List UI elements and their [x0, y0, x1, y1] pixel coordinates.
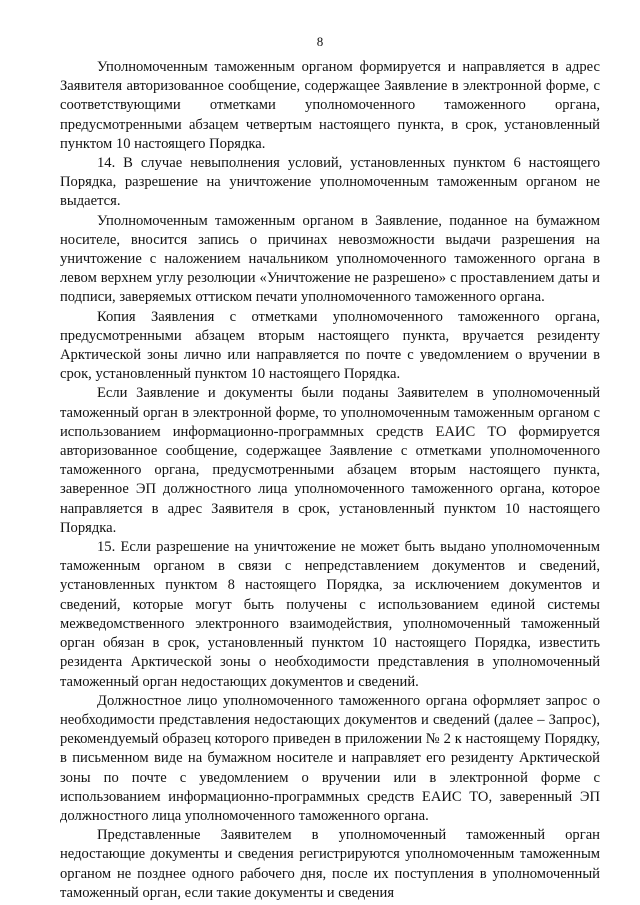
paragraph-1: Уполномоченным таможенным органом формируется и направляется в адрес Заявителя авторизованное сообщение, содержащее Заявление в электронной форме, с соответствующими отметками уполномоченного таможенного органа, предусмотренными абзацем четвертым настоящего пункта, в срок, установленный пунктом 10 настоящего Порядка.: [60, 59, 600, 152]
document-body: [60, 58, 600, 903]
paragraph-5: Если Заявление и документы были поданы Заявителем в уполномоченный таможенный орган в электронной форме, то уполномоченным таможенным органом с использованием информационно-программных средств ЕАИС ТО формируется авторизованное сообщение, содержащее Заявление с отметками уполномоченного таможенного органа, предусмотренными абзацем вторым настоящего пункта, заверенное ЭП должностного лица уполномоченного таможенного органа, которое направляется в адрес Заявителя в срок, установленный пунктом 10 настоящего Порядка.: [60, 385, 600, 536]
paragraph-7: Должностное лицо уполномоченного таможенного органа оформляет запрос о необходимости представления недостающих документов и сведений (далее – Запрос), рекомендуемый образец которого приведен в приложении № 2 к настоящему Порядку, в письменном виде на бумажном носителе и направляет его резиденту Арктической зоны по почте с уведомлением о вручении или в электронной форме с использованием информационно-программных средств ЕАИС ТО, заверенный ЭП должностного лица уполномоченного таможенного органа.: [60, 692, 600, 824]
paragraph-2-item-14: 14. В случае невыполнения условий, установленных пунктом 6 настоящего Порядка, разрешение на уничтожение уполномоченным таможенным органом не выдается.: [60, 155, 600, 210]
paragraph-3: Уполномоченным таможенным органом в Заявление, поданное на бумажном носителе, вносится запись о причинах невозможности выдачи разрешения на уничтожение с наложением начальником уполномоченного таможенного органа в левом верхнем углу резолюции «Уничтожение не разрешено» с проставлением даты и подписи, заверяемых оттиском печати уполномоченного таможенного органа.: [60, 212, 600, 306]
paragraph-8: Представленные Заявителем в уполномоченный таможенный орган недостающие документы и сведения регистрируются уполномоченным таможенным органом не позднее одного рабочего дня, после их поступления в уполномоченный таможенный орган, если такие документы и сведения: [60, 827, 600, 901]
paragraph-6-item-15: 15. Если разрешение на уничтожение не может быть выдано уполномоченным таможенным органом в связи с непредставлением документов и сведений, установленных пунктом 8 настоящего Порядка, за исключением документов и сведений, которые могут быть получены с использованием единой системы межведомственного электронного взаимодействия, уполномоченный таможенный орган обязан в срок, установленный пунктом 10 настоящего Порядка, известить резидента Арктической зоны о необходимости представления в уполномоченный таможенный орган недостающих документов и сведений.: [60, 539, 600, 690]
page-number: 8: [316, 34, 324, 49]
paragraph-4: Копия Заявления с отметками уполномоченного таможенного органа, предусмотренными абзацем вторым настоящего пункта, вручается резиденту Арктической зоны лично или направляется по почте с уведомлением о вручении в срок, установленный пунктом 10 настоящего Порядка.: [60, 308, 600, 383]
